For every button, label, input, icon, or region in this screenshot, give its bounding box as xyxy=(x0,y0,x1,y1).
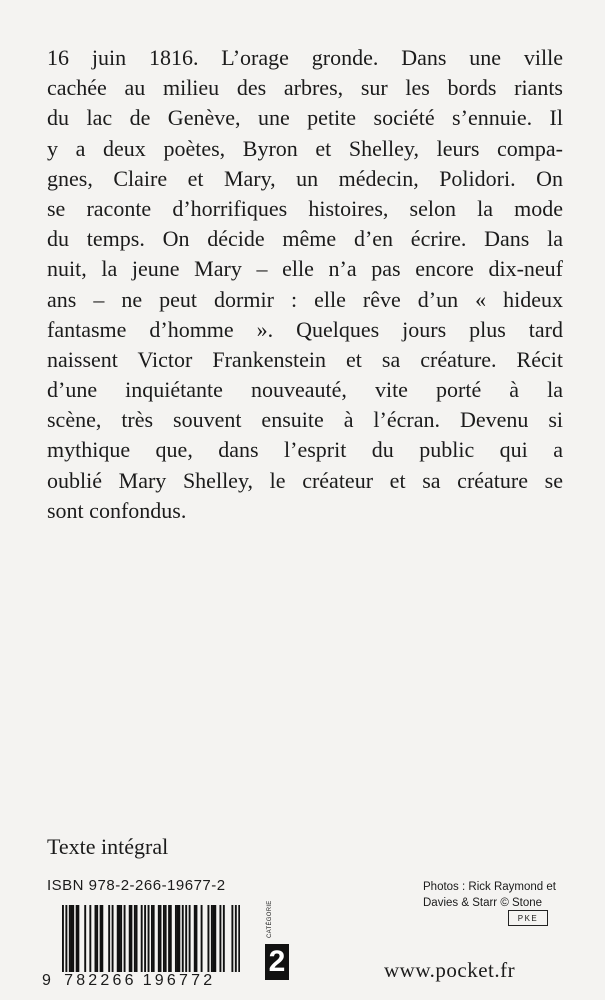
barcode-bar xyxy=(101,905,103,979)
blurb-line: du temps. On décide même d’en écrire. Dans la xyxy=(47,226,563,252)
barcode-bar xyxy=(69,905,71,979)
barcode-bar xyxy=(196,905,198,979)
barcode-bar xyxy=(185,905,187,979)
blurb-line: oublié Mary Shelley, le créateur et sa créature se xyxy=(47,467,563,493)
barcode-bar xyxy=(65,905,67,979)
barcode-bar xyxy=(194,905,196,979)
barcode-bar xyxy=(136,905,138,979)
full-text-label: Texte intégral xyxy=(47,834,169,859)
barcode xyxy=(62,905,240,979)
barcode-bar xyxy=(207,905,209,979)
barcode-bar xyxy=(160,905,162,979)
barcode-bar xyxy=(219,905,221,979)
barcode-bar xyxy=(112,905,114,979)
barcode-bar xyxy=(134,905,136,979)
barcode-bar xyxy=(151,905,153,979)
barcode-bar xyxy=(231,905,233,979)
barcode-bars xyxy=(62,905,240,979)
barcode-bar xyxy=(178,905,180,979)
barcode-bar xyxy=(158,905,160,979)
barcode-bar xyxy=(84,905,86,979)
ean-group-left: 782266 xyxy=(64,972,137,989)
barcode-bar xyxy=(108,905,110,979)
barcode-bar xyxy=(211,905,213,979)
barcode-bar xyxy=(89,905,91,979)
photo-credit-line: Photos : Rick Raymond et xyxy=(423,881,556,893)
blurb-line: du lac de Genève, une petite société s’ennuie. Il xyxy=(47,105,563,131)
barcode-bar xyxy=(71,905,73,979)
blurb-line: scène, très souvent ensuite à l’écran. Devenu si xyxy=(47,407,563,433)
barcode-bar xyxy=(129,905,131,979)
barcode-bar xyxy=(175,905,177,979)
barcode-bar xyxy=(168,905,170,979)
blurb-line: y a deux poètes, Byron et Shelley, leurs compa- xyxy=(47,135,563,161)
blurb-line: fantasme d’homme ». Quelques jours plus tard xyxy=(47,316,563,342)
blurb-text xyxy=(47,43,563,526)
barcode-bar xyxy=(153,905,155,979)
barcode-bar xyxy=(163,905,165,979)
category-badge: 2 xyxy=(265,944,289,980)
barcode-bar xyxy=(76,905,78,979)
barcode-bar xyxy=(95,905,97,979)
barcode-bar xyxy=(223,905,225,979)
photo-credit-line: Davies & Starr © Stone xyxy=(423,897,543,909)
blurb-line: naissent Victor Frankenstein et sa créature. Récit xyxy=(47,346,563,372)
barcode-bar xyxy=(213,905,215,979)
barcode-bar xyxy=(148,905,150,979)
barcode-bar xyxy=(235,905,237,979)
ean-digits xyxy=(42,972,252,990)
blurb-line: mythique que, dans l’esprit du public qui a xyxy=(47,437,563,463)
ean-lead-digit: 9 xyxy=(42,972,55,989)
barcode-bar xyxy=(77,905,79,979)
barcode-bar xyxy=(72,905,74,979)
barcode-bar xyxy=(238,905,240,979)
barcode-bar xyxy=(117,905,119,979)
barcode-bar xyxy=(62,905,64,979)
barcode-bar xyxy=(96,905,98,979)
blurb-line: se raconte d’horrifiques histoires, selon la mode xyxy=(47,195,563,221)
barcode-bar xyxy=(170,905,172,979)
barcode-bar xyxy=(141,905,143,979)
barcode-bar xyxy=(177,905,179,979)
barcode-bar xyxy=(124,905,126,979)
barcode-bar xyxy=(144,905,146,979)
category-label: CATÉGORIE xyxy=(267,900,273,938)
website-url: www.pocket.fr xyxy=(384,958,516,982)
barcode-bar xyxy=(165,905,167,979)
barcode-bar xyxy=(100,905,102,979)
pke-logo: PKE xyxy=(508,910,548,926)
ean-group-right: 196772 xyxy=(142,972,216,989)
barcode-bar xyxy=(182,905,184,979)
isbn-number: ISBN 978-2-266-19677-2 xyxy=(47,877,226,894)
blurb-line: sont confondus. xyxy=(47,497,187,523)
blurb-line: d’une inquiétante nouveauté, vite porté à la xyxy=(47,377,563,403)
blurb-line: gnes, Claire et Mary, un médecin, Polidori. On xyxy=(47,165,563,191)
barcode-bar xyxy=(214,905,216,979)
blurb-line: cachée au milieu des arbres, sur les bords riants xyxy=(47,75,563,101)
photo-credits xyxy=(423,879,583,911)
barcode-bar xyxy=(118,905,120,979)
barcode-bar xyxy=(120,905,122,979)
barcode-bar xyxy=(201,905,203,979)
blurb-line: 16 juin 1816. L’orage gronde. Dans une ville xyxy=(47,45,563,70)
barcode-bar xyxy=(130,905,132,979)
barcode-bar xyxy=(189,905,191,979)
blurb-line: nuit, la jeune Mary – elle n’a pas encore dix-neuf xyxy=(47,256,563,282)
blurb-line: ans – ne peut dormir : elle rêve d’un « hideux xyxy=(47,286,563,312)
